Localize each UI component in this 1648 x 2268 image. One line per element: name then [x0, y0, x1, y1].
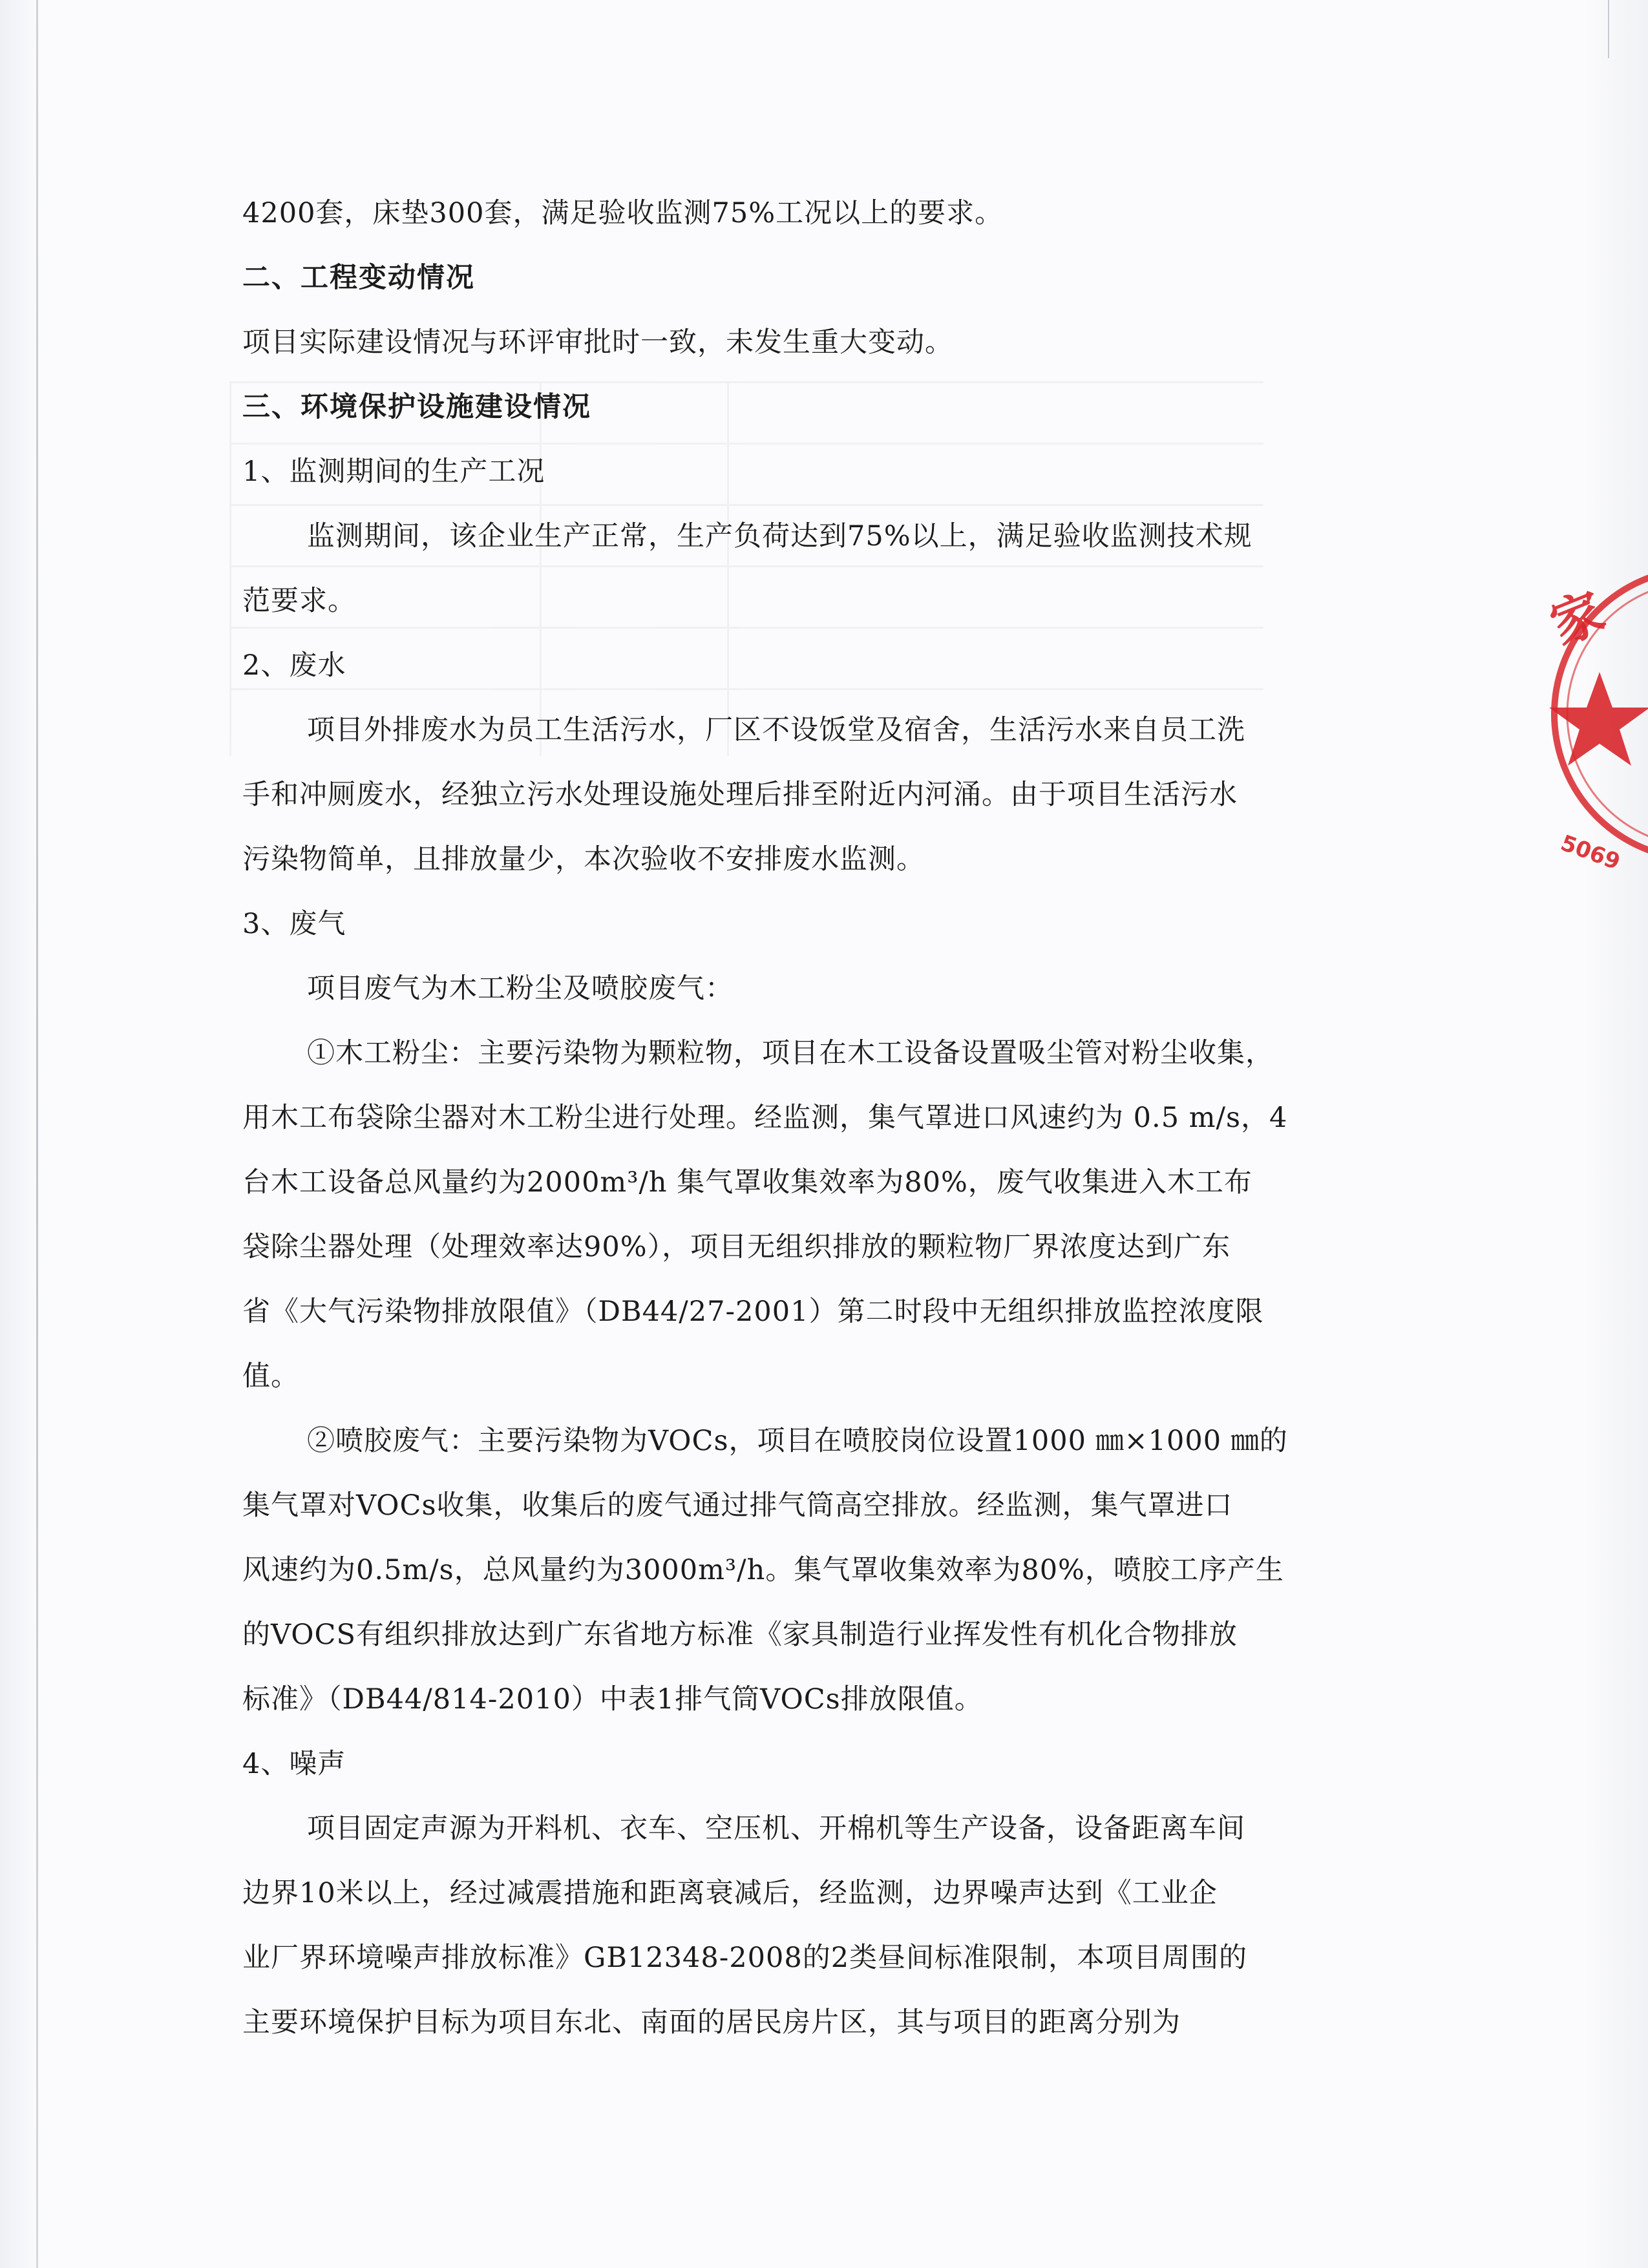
- reverse-side-ghost-table: [229, 381, 1263, 756]
- text-line-21: 集气罩对VOCs收集，收集后的废气通过排气筒高空排放。经监测，集气罩进口: [242, 1489, 1233, 1522]
- binding-edge: [36, 0, 38, 2268]
- seal-text-bottom: 5069: [1557, 830, 1624, 876]
- subheading-noise: 4、噪声: [242, 1748, 346, 1780]
- subheading-wastewater: 2、废水: [242, 649, 346, 682]
- text-line-29: 主要环境保护目标为项目东北、南面的居民房片区，其与项目的距离分别为: [242, 2006, 1181, 2039]
- text-line-14: ①木工粉尘：主要污染物为颗粒物，项目在木工设备设置吸尘管对粉尘收集，: [307, 1037, 1274, 1069]
- text-line-28: 业厂界环境噪声排放标准》GB12348-2008的2类昼间标准限制，本项目周围的: [242, 1942, 1248, 1974]
- text-line-3: 项目实际建设情况与环评审批时一致，未发生重大变动。: [242, 326, 953, 359]
- text-line-15: 用木工布袋除尘器对木工粉尘进行处理。经监测，集气罩进口风速约为 0.5 m/s，4: [242, 1102, 1288, 1134]
- official-seal-stamp: [1525, 546, 1648, 882]
- subheading-production: 1、监测期间的生产工况: [242, 456, 545, 488]
- text-line-10: 手和冲厕废水，经独立污水处理设施处理后排至附近内河涌。由于项目生活污水: [242, 779, 1238, 811]
- text-line-22: 风速约为0.5m/s，总风量约为3000m³/h。集气罩收集效率为80%，喷胶工序产生: [242, 1554, 1284, 1586]
- text-line-11: 污染物简单，且排放量少，本次验收不安排废水监测。: [242, 843, 925, 876]
- seal-graphic: [1525, 546, 1648, 882]
- text-line-24: 标准》（DB44/814-2010）中表1排气筒VOCs排放限值。: [242, 1683, 983, 1716]
- text-line-16: 台木工设备总风量约为2000m³/h 集气罩收集效率为80%，废气收集进入木工布: [242, 1166, 1252, 1199]
- subheading-exhaust: 3、废气: [242, 908, 346, 940]
- section-heading-2: 二、工程变动情况: [242, 262, 475, 294]
- text-line-1: 4200套，床垫300套，满足验收监测75%工况以上的要求。: [242, 197, 1004, 229]
- text-line-20: ②喷胶废气：主要污染物为VOCs，项目在喷胶岗位设置1000 ㎜×1000 ㎜的: [307, 1425, 1288, 1457]
- section-heading-3: 三、环境保护设施建设情况: [242, 391, 591, 423]
- text-line-23: 的VOCS有组织排放达到广东省地方标准《家具制造行业挥发性有机化合物排放: [242, 1619, 1238, 1651]
- text-line-17: 袋除尘器处理（处理效率达90%），项目无组织排放的颗粒物厂界浓度达到广东: [242, 1231, 1231, 1263]
- text-line-18: 省《大气污染物排放限值》（DB44/27-2001）第二时段中无组织排放监控浓度限: [242, 1296, 1264, 1328]
- text-line-9: 项目外排废水为员工生活污水，厂区不设饭堂及宿舍，生活污水来自员工洗: [307, 714, 1245, 746]
- text-line-6: 监测期间，该企业生产正常，生产负荷达到75%以上，满足验收监测技术规: [307, 520, 1252, 552]
- seal-text-top: 家: [1542, 580, 1613, 656]
- text-line-7: 范要求。: [242, 585, 356, 617]
- text-line-26: 项目固定声源为开料机、衣车、空压机、开棉机等生产设备，设备距离车间: [307, 1812, 1245, 1845]
- text-line-19: 值。: [242, 1360, 299, 1392]
- text-line-13: 项目废气为木工粉尘及喷胶废气：: [307, 972, 734, 1005]
- text-line-27: 边界10米以上，经过减震措施和距离衰减后，经监测，边界噪声达到《工业企: [242, 1877, 1218, 1909]
- fold-edge: [1608, 0, 1609, 58]
